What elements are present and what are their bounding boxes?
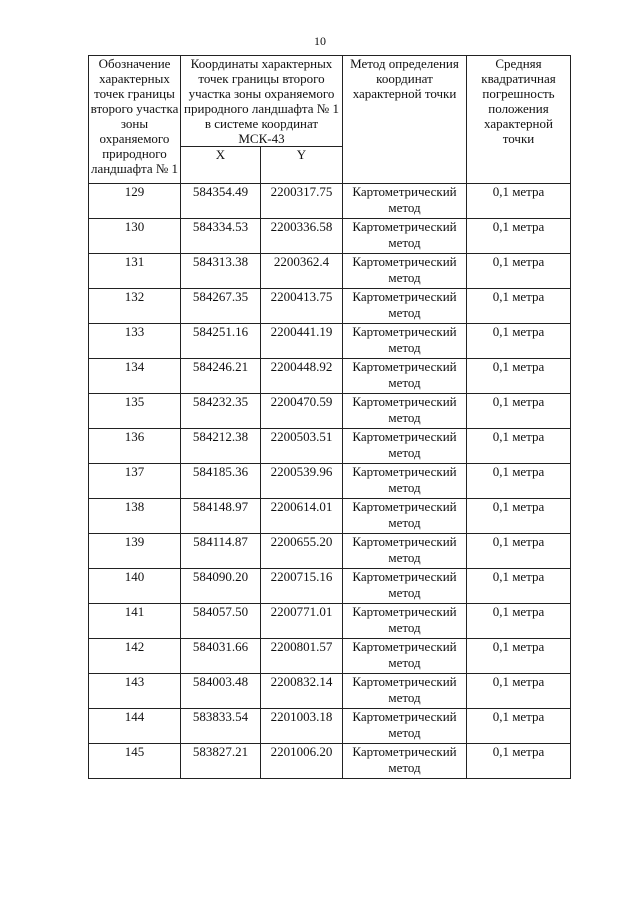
error-cell: 0,1 метра bbox=[467, 674, 571, 709]
table-row bbox=[89, 324, 571, 359]
y-coordinate-cell: 2200503.51 bbox=[261, 429, 343, 464]
coordinates-table bbox=[88, 55, 571, 779]
method-cell: Картометрический метод bbox=[343, 184, 467, 219]
table-row bbox=[89, 359, 571, 394]
table-row bbox=[89, 534, 571, 569]
header-y: Y bbox=[261, 147, 343, 184]
method-cell: Картометрический метод bbox=[343, 604, 467, 639]
y-coordinate-cell: 2200832.14 bbox=[261, 674, 343, 709]
error-cell: 0,1 метра bbox=[467, 429, 571, 464]
point-number-cell: 129 bbox=[89, 184, 181, 219]
table-row bbox=[89, 744, 571, 779]
point-number-cell: 130 bbox=[89, 219, 181, 254]
table-row bbox=[89, 569, 571, 604]
point-number-cell: 144 bbox=[89, 709, 181, 744]
point-number-cell: 141 bbox=[89, 604, 181, 639]
x-coordinate-cell: 584232.35 bbox=[181, 394, 261, 429]
error-cell: 0,1 метра bbox=[467, 639, 571, 674]
point-number-cell: 136 bbox=[89, 429, 181, 464]
x-coordinate-cell: 584212.38 bbox=[181, 429, 261, 464]
error-cell: 0,1 метра bbox=[467, 219, 571, 254]
point-number-cell: 137 bbox=[89, 464, 181, 499]
y-coordinate-cell: 2200441.19 bbox=[261, 324, 343, 359]
table-row bbox=[89, 674, 571, 709]
y-coordinate-cell: 2200362.4 bbox=[261, 254, 343, 289]
point-number-cell: 145 bbox=[89, 744, 181, 779]
point-number-cell: 131 bbox=[89, 254, 181, 289]
point-number-cell: 138 bbox=[89, 499, 181, 534]
y-coordinate-cell: 2201003.18 bbox=[261, 709, 343, 744]
point-number-cell: 142 bbox=[89, 639, 181, 674]
y-coordinate-cell: 2200448.92 bbox=[261, 359, 343, 394]
table-row bbox=[89, 604, 571, 639]
y-coordinate-cell: 2200771.01 bbox=[261, 604, 343, 639]
error-cell: 0,1 метра bbox=[467, 569, 571, 604]
x-coordinate-cell: 584267.35 bbox=[181, 289, 261, 324]
x-coordinate-cell: 583827.21 bbox=[181, 744, 261, 779]
x-coordinate-cell: 584114.87 bbox=[181, 534, 261, 569]
table-row bbox=[89, 429, 571, 464]
header-point-label: Обозначение характерных точек границы второго участка зоны охраняемого природного ландшафта № 1 bbox=[89, 56, 181, 184]
x-coordinate-cell: 584251.16 bbox=[181, 324, 261, 359]
x-coordinate-cell: 584354.49 bbox=[181, 184, 261, 219]
table-row bbox=[89, 184, 571, 219]
point-number-cell: 139 bbox=[89, 534, 181, 569]
method-cell: Картометрический метод bbox=[343, 639, 467, 674]
method-cell: Картометрический метод bbox=[343, 674, 467, 709]
error-cell: 0,1 метра bbox=[467, 254, 571, 289]
table-row bbox=[89, 254, 571, 289]
method-cell: Картометрический метод bbox=[343, 394, 467, 429]
table-row bbox=[89, 394, 571, 429]
error-cell: 0,1 метра bbox=[467, 604, 571, 639]
table-body bbox=[89, 184, 571, 779]
y-coordinate-cell: 2201006.20 bbox=[261, 744, 343, 779]
header-error: Средняя квадратичная погрешность положения характерной точки bbox=[467, 56, 571, 184]
method-cell: Картометрический метод bbox=[343, 744, 467, 779]
x-coordinate-cell: 583833.54 bbox=[181, 709, 261, 744]
x-coordinate-cell: 584246.21 bbox=[181, 359, 261, 394]
table-row bbox=[89, 289, 571, 324]
point-number-cell: 140 bbox=[89, 569, 181, 604]
header-x: X bbox=[181, 147, 261, 184]
table-row bbox=[89, 219, 571, 254]
method-cell: Картометрический метод bbox=[343, 709, 467, 744]
table-header bbox=[89, 56, 571, 184]
method-cell: Картометрический метод bbox=[343, 499, 467, 534]
table-row bbox=[89, 499, 571, 534]
y-coordinate-cell: 2200317.75 bbox=[261, 184, 343, 219]
method-cell: Картометрический метод bbox=[343, 219, 467, 254]
method-cell: Картометрический метод bbox=[343, 464, 467, 499]
error-cell: 0,1 метра bbox=[467, 744, 571, 779]
error-cell: 0,1 метра bbox=[467, 534, 571, 569]
x-coordinate-cell: 584334.53 bbox=[181, 219, 261, 254]
page-number: 10 bbox=[314, 34, 326, 48]
error-cell: 0,1 метра bbox=[467, 499, 571, 534]
x-coordinate-cell: 584003.48 bbox=[181, 674, 261, 709]
table-row bbox=[89, 464, 571, 499]
point-number-cell: 133 bbox=[89, 324, 181, 359]
point-number-cell: 143 bbox=[89, 674, 181, 709]
x-coordinate-cell: 584031.66 bbox=[181, 639, 261, 674]
point-number-cell: 135 bbox=[89, 394, 181, 429]
method-cell: Картометрический метод bbox=[343, 534, 467, 569]
error-cell: 0,1 метра bbox=[467, 464, 571, 499]
point-number-cell: 134 bbox=[89, 359, 181, 394]
y-coordinate-cell: 2200655.20 bbox=[261, 534, 343, 569]
y-coordinate-cell: 2200614.01 bbox=[261, 499, 343, 534]
x-coordinate-cell: 584313.38 bbox=[181, 254, 261, 289]
error-cell: 0,1 метра bbox=[467, 394, 571, 429]
method-cell: Картометрический метод bbox=[343, 359, 467, 394]
y-coordinate-cell: 2200413.75 bbox=[261, 289, 343, 324]
y-coordinate-cell: 2200470.59 bbox=[261, 394, 343, 429]
x-coordinate-cell: 584090.20 bbox=[181, 569, 261, 604]
x-coordinate-cell: 584185.36 bbox=[181, 464, 261, 499]
header-method: Метод определения координат характерной точки bbox=[343, 56, 467, 184]
method-cell: Картометрический метод bbox=[343, 429, 467, 464]
error-cell: 0,1 метра bbox=[467, 289, 571, 324]
method-cell: Картометрический метод bbox=[343, 254, 467, 289]
error-cell: 0,1 метра bbox=[467, 709, 571, 744]
table-row bbox=[89, 639, 571, 674]
method-cell: Картометрический метод bbox=[343, 569, 467, 604]
method-cell: Картометрический метод bbox=[343, 324, 467, 359]
table-row bbox=[89, 709, 571, 744]
point-number-cell: 132 bbox=[89, 289, 181, 324]
y-coordinate-cell: 2200801.57 bbox=[261, 639, 343, 674]
y-coordinate-cell: 2200336.58 bbox=[261, 219, 343, 254]
error-cell: 0,1 метра bbox=[467, 324, 571, 359]
method-cell: Картометрический метод bbox=[343, 289, 467, 324]
y-coordinate-cell: 2200539.96 bbox=[261, 464, 343, 499]
x-coordinate-cell: 584148.97 bbox=[181, 499, 261, 534]
header-coordinates: Координаты характерных точек границы второго участка зоны охраняемого природного ландшафта № 1 в системе координат МСК-43 bbox=[181, 56, 343, 147]
x-coordinate-cell: 584057.50 bbox=[181, 604, 261, 639]
error-cell: 0,1 метра bbox=[467, 359, 571, 394]
error-cell: 0,1 метра bbox=[467, 184, 571, 219]
y-coordinate-cell: 2200715.16 bbox=[261, 569, 343, 604]
